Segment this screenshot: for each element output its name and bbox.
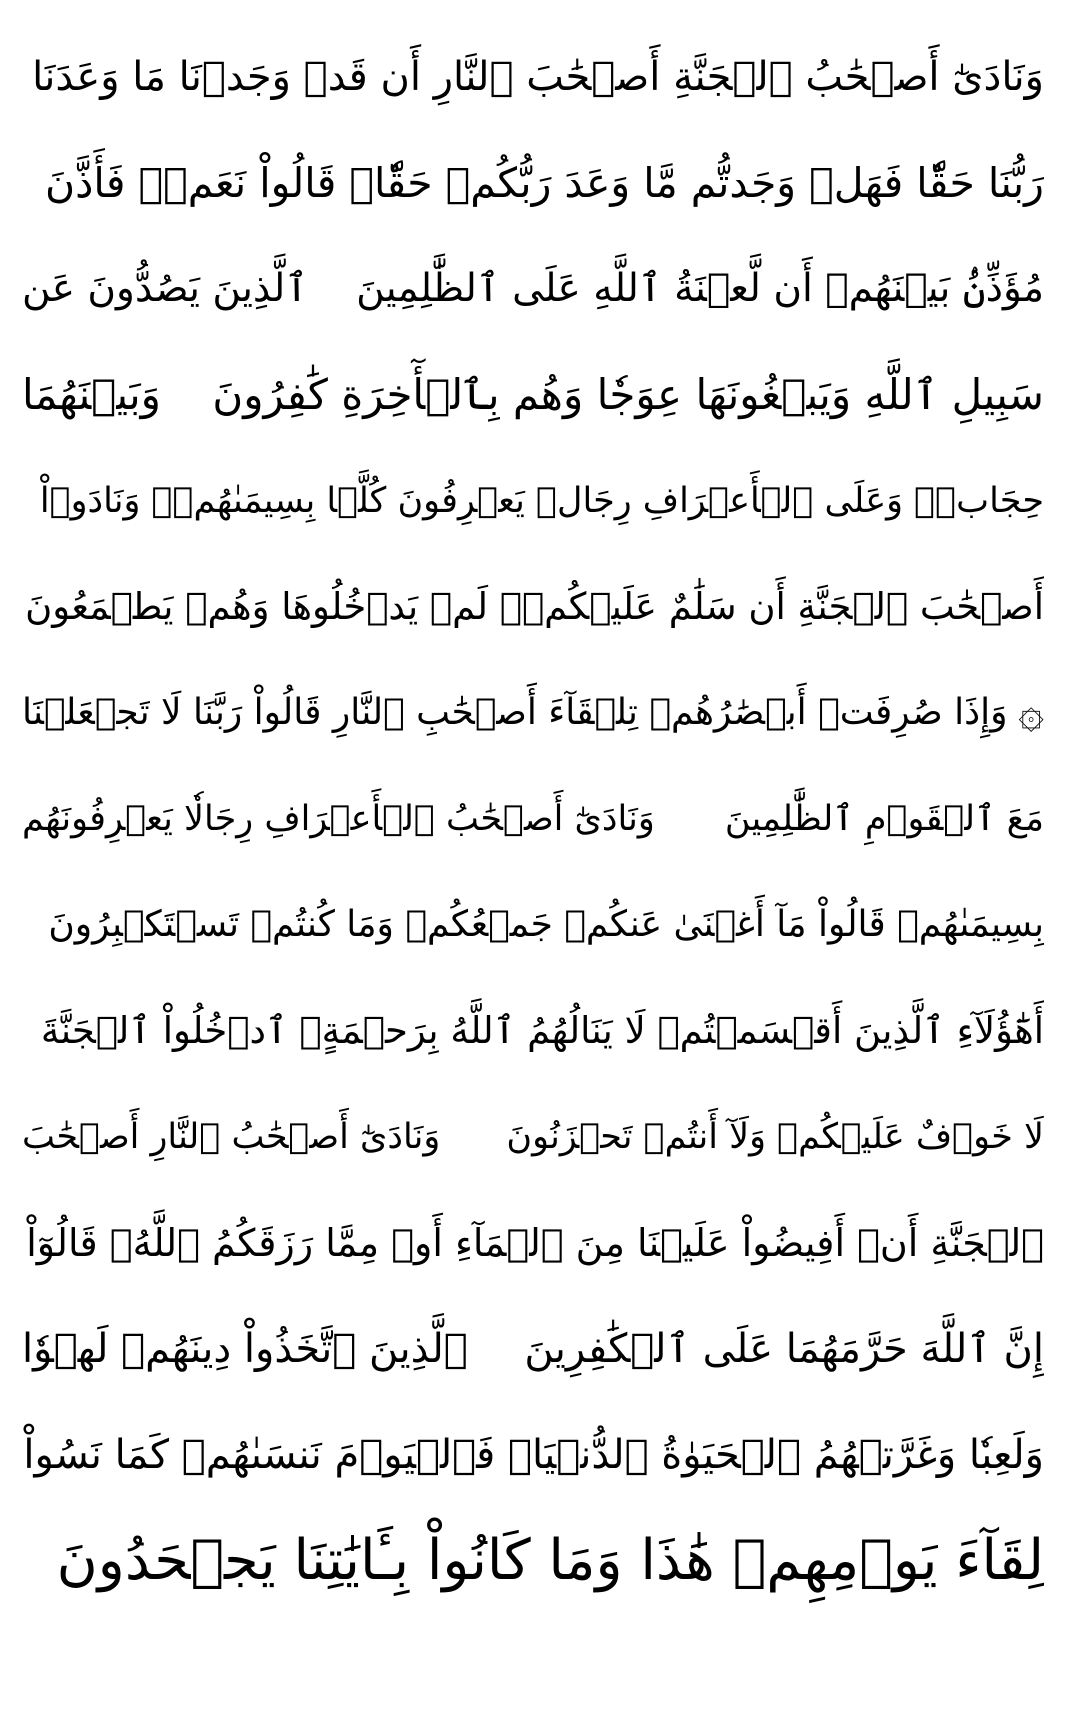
ayah-separator bbox=[667, 796, 713, 842]
verse-text: سَبِيلِ ٱللَّهِ وَيَبۡغُونَهَا عِوَجٗا وَهُم بِٱلۡأٓخِرَةِ كَٰفِرُونَ bbox=[212, 370, 1044, 419]
verse-text: إِنَّ ٱللَّهَ حَرَّمَهُمَا عَلَى ٱلۡكَٰفِرِينَ bbox=[524, 1326, 1044, 1372]
verse-text: حِجَابٞۚ وَعَلَى ٱلۡأَعۡرَافِ رِجَالٞ يَعۡرِفُونَ كُلَّۢا بِسِيمَىٰهُمۡۚ وَنَادَوۡاْ bbox=[39, 481, 1044, 521]
verse-text: بِسِيمَىٰهُمۡ قَالُواْ مَآ أَغۡنَىٰ عَنكُمۡ جَمۡعُكُمۡ وَمَا كُنتُمۡ تَسۡتَكۡبِرُونَ bbox=[48, 904, 1044, 945]
text-line bbox=[22, 1508, 1044, 1614]
verse-text: مَعَ ٱلۡقَوۡمِ ٱلظَّٰلِمِينَ bbox=[724, 799, 1044, 839]
verse-text: لَا خَوۡفٌ عَلَيۡكُمۡ وَلَآ أَنتُمۡ تَحۡزَنُونَ bbox=[506, 1117, 1044, 1157]
verse-text: لِقَآءَ يَوۡمِهِمۡ هَٰذَا وَمَا كَانُواْ بِـَٔايَٰتِنَا يَجۡحَدُونَ bbox=[56, 1528, 1044, 1593]
verse-text: وَإِذَا صُرِفَتۡ أَبۡصَٰرُهُمۡ تِلۡقَآءَ أَصۡحَٰبِ ٱلنَّارِ قَالُواْ رَبَّنَا لَا تَجۡعَلۡنَا bbox=[22, 692, 1008, 733]
verse-text: وَنَادَىٰٓ أَصۡحَٰبُ ٱلۡأَعۡرَافِ رِجَالٗا يَعۡرِفُونَهُم bbox=[22, 799, 655, 839]
verse-text: ٱلۡجَنَّةِ أَنۡ أَفِيضُواْ عَلَيۡنَا مِنَ ٱلۡمَآءِ أَوۡ مِمَّا رَزَقَكُمُ ٱللَّهُۚ قَالُوٓاْ bbox=[26, 1221, 1044, 1265]
verse-text: ٱلَّذِينَ يَصُدُّونَ عَن bbox=[22, 266, 309, 311]
ayah-separator bbox=[164, 372, 210, 418]
text-line bbox=[22, 978, 1044, 1084]
text-line bbox=[22, 236, 1044, 342]
verse-text: وَنَادَىٰٓ أَصۡحَٰبُ ٱلنَّارِ أَصۡحَٰبَ bbox=[22, 1117, 441, 1157]
text-line bbox=[22, 660, 1044, 766]
text-line bbox=[22, 1402, 1044, 1508]
verse-text: أَصۡحَٰبَ ٱلۡجَنَّةِ أَن سَلَٰمٌ عَلَيۡكُمۡۚ لَمۡ يَدۡخُلُوهَا وَهُمۡ يَطۡمَعُونَ bbox=[25, 585, 1044, 628]
ayah-separator bbox=[473, 1326, 519, 1372]
text-line bbox=[22, 1296, 1044, 1402]
text-line bbox=[22, 342, 1044, 448]
rub-el-hizb-marker: ۞ bbox=[1018, 687, 1044, 738]
text-line bbox=[22, 872, 1044, 978]
verse-text: رَبُّنَا حَقّٗا فَهَلۡ وَجَدتُّم مَّا وَعَدَ رَبُّكُمۡ حَقّٗاۖ قَالُواْ نَعَمۡۚ فَأَذَّنَ bbox=[45, 159, 1044, 207]
text-line bbox=[22, 554, 1044, 660]
text-line bbox=[22, 1084, 1044, 1190]
text-line bbox=[22, 448, 1044, 554]
verse-text: وَلَعِبٗا وَغَرَّتۡهُمُ ٱلۡحَيَوٰةُ ٱلدُّنۡيَاۚ فَٱلۡيَوۡمَ نَنسَىٰهُمۡ كَمَا نَسُواْ bbox=[23, 1432, 1044, 1478]
text-line bbox=[22, 24, 1044, 130]
text-line bbox=[22, 1190, 1044, 1296]
text-line bbox=[22, 130, 1044, 236]
verse-text: أَهَٰٓؤُلَآءِ ٱلَّذِينَ أَقۡسَمۡتُمۡ لَا يَنَالُهُمُ ٱللَّهُ بِرَحۡمَةٍۚ ٱدۡخُلُواْ ٱلۡجَنَّةَ bbox=[40, 1009, 1044, 1052]
ayah-separator bbox=[450, 1114, 496, 1160]
verse-text: ٱلَّذِينَ ٱتَّخَذُواْ دِينَهُمۡ لَهۡوٗا bbox=[22, 1326, 468, 1372]
verse-text: وَنَادَىٰٓ أَصۡحَٰبُ ٱلۡجَنَّةِ أَصۡحَٰبَ ٱلنَّارِ أَن قَدۡ وَجَدۡنَا مَا وَعَدَنَا bbox=[32, 54, 1044, 100]
ayah-separator bbox=[309, 266, 355, 312]
verse-text: وَبَيۡنَهُمَا bbox=[22, 370, 161, 419]
text-line bbox=[22, 766, 1044, 872]
verse-text: مُؤَذِّنُۢ بَيۡنَهُمۡ أَن لَّعۡنَةُ ٱللَّهِ عَلَى ٱلظَّٰلِمِينَ bbox=[356, 266, 1044, 311]
